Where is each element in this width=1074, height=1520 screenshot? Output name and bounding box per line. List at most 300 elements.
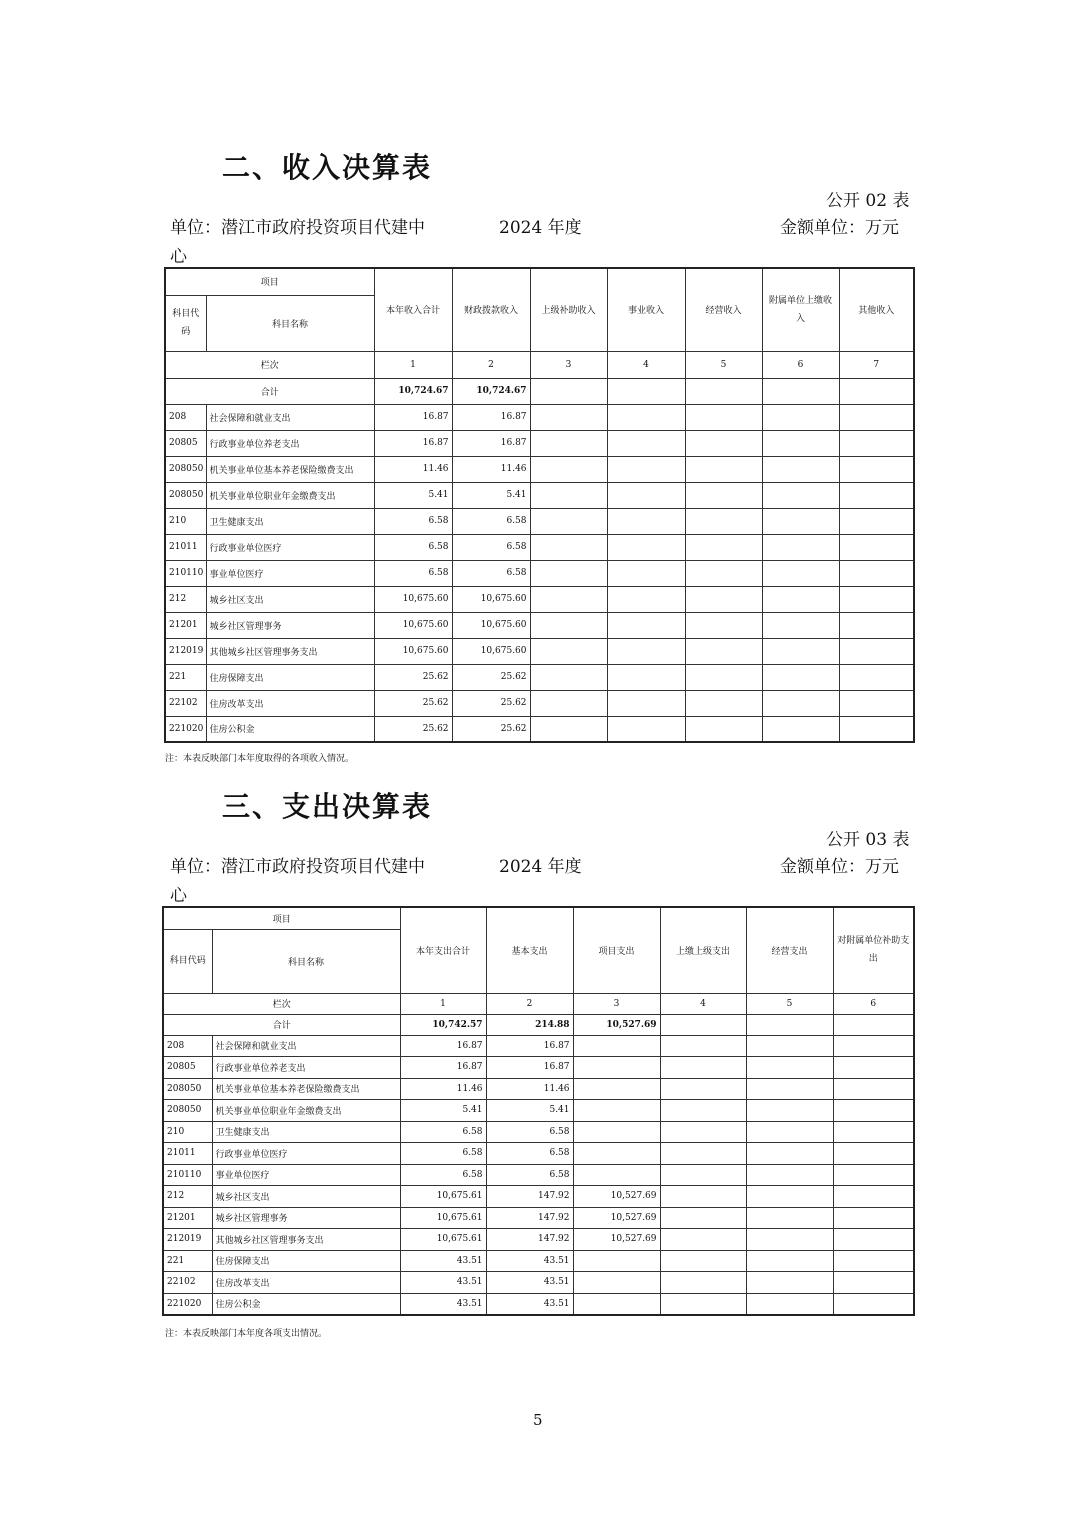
value-2: 10,675.60 xyxy=(452,638,530,664)
subject-name: 城乡社区支出 xyxy=(212,1186,400,1208)
table-row xyxy=(163,1186,914,1208)
empty-cell xyxy=(607,716,685,742)
value-2: 25.62 xyxy=(452,664,530,690)
income-total-v1: 10,724.67 xyxy=(374,378,452,404)
empty-cell xyxy=(685,482,762,508)
expense-header-name: 科目名称 xyxy=(212,929,400,993)
empty-cell xyxy=(685,716,762,742)
value-1: 5.41 xyxy=(374,482,452,508)
value-2: 6.58 xyxy=(452,508,530,534)
empty-cell xyxy=(762,664,839,690)
subject-code: 208050 xyxy=(165,456,206,482)
value-2: 43.51 xyxy=(486,1293,573,1315)
subject-name: 机关事业单位基本养老保险缴费支出 xyxy=(212,1078,400,1100)
table-row xyxy=(163,1207,914,1229)
empty-cell xyxy=(833,1207,914,1229)
value-2: 25.62 xyxy=(452,690,530,716)
empty-cell xyxy=(833,1057,914,1079)
income-header-col-1: 本年收入合计 xyxy=(374,268,452,351)
value-2: 10,675.60 xyxy=(452,612,530,638)
income-header-col-4: 事业收入 xyxy=(607,268,685,351)
empty-cell xyxy=(685,430,762,456)
value-2: 43.51 xyxy=(486,1250,573,1272)
value-1: 10,675.61 xyxy=(400,1207,486,1229)
expense-index-2: 2 xyxy=(486,993,573,1014)
empty-cell xyxy=(660,1250,746,1272)
subject-name: 城乡社区支出 xyxy=(206,586,374,612)
empty-cell xyxy=(839,612,914,638)
empty-cell xyxy=(762,560,839,586)
empty-cell xyxy=(746,1207,833,1229)
income-index-label: 栏次 xyxy=(165,351,374,378)
subject-code: 20805 xyxy=(165,430,206,456)
empty-cell xyxy=(746,1078,833,1100)
value-1: 16.87 xyxy=(400,1035,486,1057)
empty-cell xyxy=(839,638,914,664)
value-3: 10,527.69 xyxy=(573,1207,660,1229)
table-row xyxy=(165,690,914,716)
table-row xyxy=(163,1293,914,1315)
income-header-name: 科目名称 xyxy=(206,295,374,351)
subject-code: 21011 xyxy=(163,1143,212,1165)
value-1: 25.62 xyxy=(374,664,452,690)
table-row xyxy=(165,534,914,560)
value-1: 6.58 xyxy=(374,534,452,560)
value-1: 43.51 xyxy=(400,1250,486,1272)
value-1: 10,675.61 xyxy=(400,1229,486,1251)
table-row xyxy=(165,716,914,742)
empty-cell xyxy=(530,482,607,508)
value-1: 25.62 xyxy=(374,716,452,742)
empty-cell xyxy=(839,404,914,430)
table-row xyxy=(163,1057,914,1079)
income-header-col-3: 上级补助收入 xyxy=(530,268,607,351)
expense-header-item: 项目 xyxy=(163,907,400,929)
value-1: 5.41 xyxy=(400,1100,486,1122)
subject-name: 行政事业单位养老支出 xyxy=(212,1057,400,1079)
income-header-col-7: 其他收入 xyxy=(839,268,914,351)
empty-cell xyxy=(833,1229,914,1251)
subject-code: 210 xyxy=(163,1121,212,1143)
value-3 xyxy=(573,1035,660,1057)
expense-index-6: 6 xyxy=(833,993,914,1014)
subject-code: 22102 xyxy=(163,1272,212,1294)
empty-cell xyxy=(833,1186,914,1208)
value-1: 11.46 xyxy=(400,1078,486,1100)
expense-index-row xyxy=(163,993,914,1014)
expense-total-v2: 214.88 xyxy=(486,1014,573,1035)
value-3 xyxy=(573,1293,660,1315)
table-row xyxy=(165,404,914,430)
empty-cell xyxy=(746,1143,833,1165)
empty-cell xyxy=(607,534,685,560)
empty-cell xyxy=(530,716,607,742)
table-row xyxy=(163,1250,914,1272)
empty-cell xyxy=(685,560,762,586)
subject-name: 住房公积金 xyxy=(212,1293,400,1315)
income-index-2: 2 xyxy=(452,351,530,378)
empty-cell xyxy=(607,612,685,638)
empty-cell xyxy=(762,612,839,638)
empty-cell xyxy=(839,482,914,508)
empty-cell xyxy=(746,1186,833,1208)
value-2: 147.92 xyxy=(486,1186,573,1208)
subject-code: 212 xyxy=(163,1186,212,1208)
subject-name: 城乡社区管理事务 xyxy=(212,1207,400,1229)
subject-name: 住房改革支出 xyxy=(212,1272,400,1294)
empty-cell xyxy=(762,430,839,456)
subject-name: 机关事业单位职业年金缴费支出 xyxy=(212,1100,400,1122)
value-1: 16.87 xyxy=(374,430,452,456)
empty-cell xyxy=(839,508,914,534)
value-3 xyxy=(573,1250,660,1272)
empty-cell xyxy=(607,508,685,534)
income-total-v2: 10,724.67 xyxy=(452,378,530,404)
table-row xyxy=(165,482,914,508)
value-2: 11.46 xyxy=(486,1078,573,1100)
subject-code: 221020 xyxy=(163,1293,212,1315)
expense-total-label: 合计 xyxy=(163,1014,400,1035)
income-table-no: 公开 02 表 xyxy=(826,191,910,211)
empty-cell xyxy=(746,1293,833,1315)
empty-cell xyxy=(833,1035,914,1057)
value-2: 6.58 xyxy=(452,534,530,560)
value-1: 10,675.60 xyxy=(374,638,452,664)
expense-year: 2024 年度 xyxy=(499,857,582,877)
empty-cell xyxy=(833,1078,914,1100)
income-index-3: 3 xyxy=(530,351,607,378)
value-3: 10,527.69 xyxy=(573,1229,660,1251)
subject-code: 212019 xyxy=(165,638,206,664)
subject-name: 行政事业单位医疗 xyxy=(206,534,374,560)
expense-header-col-2: 基本支出 xyxy=(486,907,573,993)
empty-cell xyxy=(607,690,685,716)
empty-cell xyxy=(660,1186,746,1208)
empty-cell xyxy=(530,638,607,664)
subject-code: 208050 xyxy=(165,482,206,508)
empty-cell xyxy=(762,586,839,612)
subject-name: 住房保障支出 xyxy=(212,1250,400,1272)
subject-code: 221020 xyxy=(165,716,206,742)
value-2: 10,675.60 xyxy=(452,586,530,612)
value-1: 25.62 xyxy=(374,690,452,716)
income-table xyxy=(164,267,915,743)
empty-cell xyxy=(607,664,685,690)
value-1: 43.51 xyxy=(400,1272,486,1294)
expense-index-1: 1 xyxy=(400,993,486,1014)
table-row xyxy=(165,586,914,612)
value-1: 6.58 xyxy=(400,1143,486,1165)
income-total-row xyxy=(165,378,914,404)
value-3 xyxy=(573,1143,660,1165)
empty-cell xyxy=(530,456,607,482)
expense-header-code: 科目代码 xyxy=(163,929,212,993)
empty-cell xyxy=(660,1078,746,1100)
value-1: 10,675.61 xyxy=(400,1186,486,1208)
expense-amount-unit: 金额单位：万元 xyxy=(780,857,899,877)
expense-index-3: 3 xyxy=(573,993,660,1014)
empty-cell xyxy=(685,638,762,664)
expense-note: 注：本表反映部门本年度各项支出情况。 xyxy=(165,1329,328,1339)
subject-name: 机关事业单位职业年金缴费支出 xyxy=(206,482,374,508)
empty-cell xyxy=(762,508,839,534)
income-header-col-2: 财政拨款收入 xyxy=(452,268,530,351)
income-header-row xyxy=(165,268,914,295)
empty-cell xyxy=(685,404,762,430)
expense-header-col-6: 对附属单位补助支出 xyxy=(833,907,914,993)
empty-cell xyxy=(833,1143,914,1165)
income-index-1: 1 xyxy=(374,351,452,378)
value-2: 16.87 xyxy=(486,1057,573,1079)
subject-code: 208 xyxy=(163,1035,212,1057)
empty-cell xyxy=(746,1121,833,1143)
value-2: 6.58 xyxy=(486,1121,573,1143)
table-row xyxy=(163,1100,914,1122)
empty-cell xyxy=(530,586,607,612)
value-2: 6.58 xyxy=(486,1164,573,1186)
subject-code: 21201 xyxy=(163,1207,212,1229)
empty-cell xyxy=(685,508,762,534)
table-row xyxy=(165,508,914,534)
empty-cell xyxy=(530,690,607,716)
expense-unit-label: 单位：潜江市政府投资项目代建中 xyxy=(170,857,425,877)
empty-cell xyxy=(607,586,685,612)
table-row xyxy=(163,1078,914,1100)
value-1: 6.58 xyxy=(400,1121,486,1143)
subject-code: 210110 xyxy=(163,1164,212,1186)
page-number: 5 xyxy=(533,1411,543,1429)
empty-cell xyxy=(746,1164,833,1186)
empty-cell xyxy=(746,1272,833,1294)
expense-header-row xyxy=(163,907,914,929)
subject-code: 22102 xyxy=(165,690,206,716)
expense-header-col-4: 上缴上级支出 xyxy=(660,907,746,993)
income-unit-wrap: 心 xyxy=(170,247,187,267)
table-row xyxy=(165,430,914,456)
subject-name: 事业单位医疗 xyxy=(206,560,374,586)
income-amount-unit: 金额单位：万元 xyxy=(780,218,899,238)
empty-cell xyxy=(746,1100,833,1122)
subject-name: 城乡社区管理事务 xyxy=(206,612,374,638)
empty-cell xyxy=(685,612,762,638)
empty-cell xyxy=(685,690,762,716)
empty-cell xyxy=(660,1293,746,1315)
subject-name: 其他城乡社区管理事务支出 xyxy=(206,638,374,664)
empty-cell xyxy=(530,404,607,430)
empty-cell xyxy=(746,1250,833,1272)
empty-cell xyxy=(685,534,762,560)
subject-code: 208050 xyxy=(163,1100,212,1122)
value-1: 10,675.60 xyxy=(374,586,452,612)
expense-header-col-3: 项目支出 xyxy=(573,907,660,993)
subject-name: 行政事业单位养老支出 xyxy=(206,430,374,456)
empty-cell xyxy=(839,716,914,742)
empty-cell xyxy=(660,1100,746,1122)
empty-cell xyxy=(746,1057,833,1079)
empty-cell xyxy=(530,508,607,534)
empty-cell xyxy=(762,404,839,430)
value-1: 6.58 xyxy=(374,508,452,534)
table-row xyxy=(163,1035,914,1057)
income-header-item: 项目 xyxy=(165,268,374,295)
value-2: 6.58 xyxy=(486,1143,573,1165)
income-total-label: 合计 xyxy=(165,378,374,404)
table-row xyxy=(165,612,914,638)
subject-name: 住房公积金 xyxy=(206,716,374,742)
table-row xyxy=(165,664,914,690)
value-1: 43.51 xyxy=(400,1293,486,1315)
income-title: 二、收入决算表 xyxy=(222,151,433,184)
empty-cell xyxy=(762,638,839,664)
table-row xyxy=(163,1164,914,1186)
empty-cell xyxy=(762,690,839,716)
empty-cell xyxy=(660,1143,746,1165)
subject-code: 212 xyxy=(165,586,206,612)
empty-cell xyxy=(607,482,685,508)
value-2: 16.87 xyxy=(452,404,530,430)
empty-cell xyxy=(762,716,839,742)
subject-code: 21011 xyxy=(165,534,206,560)
empty-cell xyxy=(839,534,914,560)
empty-cell xyxy=(762,456,839,482)
empty-cell xyxy=(607,638,685,664)
expense-index-label: 栏次 xyxy=(163,993,400,1014)
empty-cell xyxy=(746,1229,833,1251)
empty-cell xyxy=(530,430,607,456)
empty-cell xyxy=(833,1272,914,1294)
income-index-4: 4 xyxy=(607,351,685,378)
expense-header-col-1: 本年支出合计 xyxy=(400,907,486,993)
empty-cell xyxy=(530,612,607,638)
empty-cell xyxy=(660,1035,746,1057)
value-2: 6.58 xyxy=(452,560,530,586)
value-2: 11.46 xyxy=(452,456,530,482)
empty-cell xyxy=(660,1272,746,1294)
empty-cell xyxy=(660,1164,746,1186)
empty-cell xyxy=(839,430,914,456)
empty-cell xyxy=(660,1229,746,1251)
table-row xyxy=(165,456,914,482)
empty-cell xyxy=(833,1250,914,1272)
subject-name: 卫生健康支出 xyxy=(206,508,374,534)
expense-unit-wrap: 心 xyxy=(170,886,187,906)
expense-title: 三、支出决算表 xyxy=(222,790,433,823)
empty-cell xyxy=(839,560,914,586)
table-row xyxy=(165,638,914,664)
value-2: 16.87 xyxy=(452,430,530,456)
expense-index-4: 4 xyxy=(660,993,746,1014)
subject-code: 208 xyxy=(165,404,206,430)
value-1: 16.87 xyxy=(400,1057,486,1079)
empty-cell xyxy=(762,534,839,560)
expense-table xyxy=(162,906,915,1316)
subject-name: 社会保障和就业支出 xyxy=(212,1035,400,1057)
empty-cell xyxy=(607,560,685,586)
expense-index-5: 5 xyxy=(746,993,833,1014)
subject-code: 221 xyxy=(163,1250,212,1272)
empty-cell xyxy=(833,1100,914,1122)
empty-cell xyxy=(685,456,762,482)
income-index-6: 6 xyxy=(762,351,839,378)
value-1: 11.46 xyxy=(374,456,452,482)
subject-code: 208050 xyxy=(163,1078,212,1100)
table-row xyxy=(165,560,914,586)
subject-code: 210110 xyxy=(165,560,206,586)
value-3 xyxy=(573,1164,660,1186)
income-note: 注：本表反映部门本年度取得的各项收入情况。 xyxy=(165,754,355,764)
value-2: 5.41 xyxy=(452,482,530,508)
empty-cell xyxy=(530,664,607,690)
empty-cell xyxy=(530,560,607,586)
subject-code: 20805 xyxy=(163,1057,212,1079)
subject-name: 住房保障支出 xyxy=(206,664,374,690)
value-3 xyxy=(573,1078,660,1100)
empty-cell xyxy=(660,1057,746,1079)
table-row xyxy=(163,1229,914,1251)
expense-table-no: 公开 03 表 xyxy=(826,830,910,850)
expense-total-v1: 10,742.57 xyxy=(400,1014,486,1035)
subject-code: 21201 xyxy=(165,612,206,638)
expense-total-row xyxy=(163,1014,914,1035)
income-index-7: 7 xyxy=(839,351,914,378)
income-header-code: 科目代码 xyxy=(165,295,206,351)
value-1: 6.58 xyxy=(374,560,452,586)
empty-cell xyxy=(607,404,685,430)
empty-cell xyxy=(660,1207,746,1229)
empty-cell xyxy=(833,1164,914,1186)
empty-cell xyxy=(660,1121,746,1143)
empty-cell xyxy=(839,664,914,690)
empty-cell xyxy=(530,534,607,560)
table-row xyxy=(163,1121,914,1143)
empty-cell xyxy=(685,664,762,690)
empty-cell xyxy=(762,482,839,508)
subject-code: 210 xyxy=(165,508,206,534)
income-index-5: 5 xyxy=(685,351,762,378)
value-2: 5.41 xyxy=(486,1100,573,1122)
empty-cell xyxy=(746,1035,833,1057)
income-year: 2024 年度 xyxy=(499,218,582,238)
subject-name: 机关事业单位基本养老保险缴费支出 xyxy=(206,456,374,482)
subject-name: 事业单位医疗 xyxy=(212,1164,400,1186)
value-2: 147.92 xyxy=(486,1207,573,1229)
value-3: 10,527.69 xyxy=(573,1186,660,1208)
value-3 xyxy=(573,1272,660,1294)
income-unit-label: 单位：潜江市政府投资项目代建中 xyxy=(170,218,425,238)
empty-cell xyxy=(833,1293,914,1315)
empty-cell xyxy=(607,456,685,482)
subject-code: 221 xyxy=(165,664,206,690)
subject-name: 社会保障和就业支出 xyxy=(206,404,374,430)
empty-cell xyxy=(839,690,914,716)
subject-name: 其他城乡社区管理事务支出 xyxy=(212,1229,400,1251)
empty-cell xyxy=(685,586,762,612)
value-1: 16.87 xyxy=(374,404,452,430)
value-3 xyxy=(573,1121,660,1143)
value-2: 16.87 xyxy=(486,1035,573,1057)
value-2: 147.92 xyxy=(486,1229,573,1251)
income-header-col-5: 经营收入 xyxy=(685,268,762,351)
empty-cell xyxy=(607,430,685,456)
expense-total-v3: 10,527.69 xyxy=(573,1014,660,1035)
value-2: 25.62 xyxy=(452,716,530,742)
subject-name: 住房改革支出 xyxy=(206,690,374,716)
expense-header-col-5: 经营支出 xyxy=(746,907,833,993)
empty-cell xyxy=(833,1121,914,1143)
empty-cell xyxy=(839,586,914,612)
subject-name: 卫生健康支出 xyxy=(212,1121,400,1143)
table-row xyxy=(163,1272,914,1294)
